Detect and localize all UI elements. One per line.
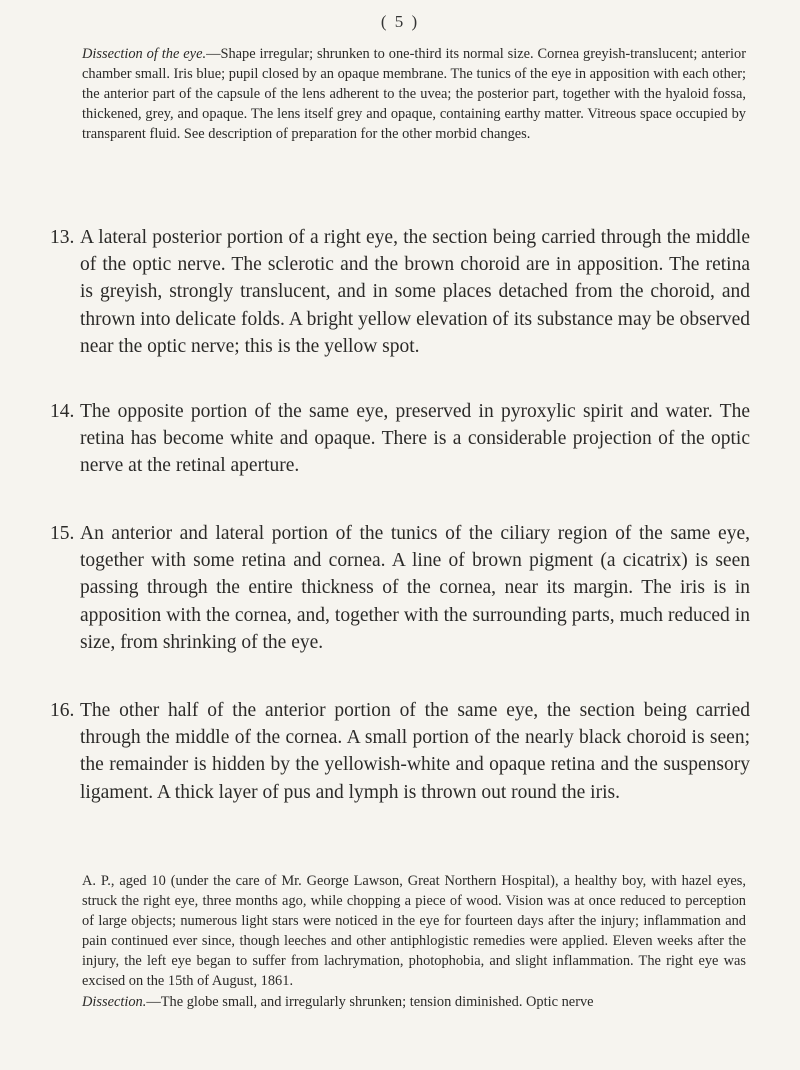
paragraph-number: 13. xyxy=(50,227,75,248)
paragraph-16 xyxy=(50,697,750,806)
paragraph-text: The opposite portion of the same eye, preserved in pyroxylic spirit and water. The retina has become white and opaque. There is a considerable projection of the optic nerve at the retinal aperture. xyxy=(80,401,750,477)
paragraph-15 xyxy=(50,520,750,656)
paragraph-14 xyxy=(50,398,750,480)
paragraph-number: 14. xyxy=(50,401,75,422)
case-dissection-text: —The globe small, and irregularly shrunken; tension diminished. Optic nerve xyxy=(146,993,594,1010)
case-dissection-label: Dissection. xyxy=(82,993,147,1010)
intro-label: Dissection of the eye. xyxy=(82,46,207,62)
paragraph-text: An anterior and lateral portion of the tunics of the ciliary region of the same eye, together with some retina and cornea. A line of brown pigment (a cicatrix) is seen passing through the entire thickness of the cornea, near its margin. The iris is in apposition with the cornea, and, together with the surrounding parts, much reduced in size, from shrinking of the eye. xyxy=(80,523,750,653)
case-report xyxy=(82,871,746,1012)
paragraph-text: A lateral posterior portion of a right eye, the section being carried through the middle of the optic nerve. The sclerotic and the brown choroid are in apposition. The retina is greyish, strongly translucent, and in some places detached from the choroid, and thrown into delicate folds. A bright yellow elevation of its substance may be observed near the optic nerve; this is the yellow spot. xyxy=(80,227,750,357)
paragraph-number: 15. xyxy=(50,523,75,544)
page-number: ( 5 ) xyxy=(380,12,420,31)
intro-paragraph xyxy=(82,44,746,144)
case-dissection xyxy=(82,992,746,1012)
intro-text: —Shape irregular; shrunken to one-third its normal size. Cornea greyish-translucent; anterior chamber small. Iris blue; pupil closed by an opaque membrane. The tunics of the eye in apposition with each other; the anterior part of the capsule of the lens adherent to the uvea; the posterior part, together with the hyaloid fossa, thickened, grey, and opaque. The lens itself grey and opaque, containing earthy matter. Vitreous space occupied by transparent fluid. See description of preparation for the other morbid changes. xyxy=(82,46,746,143)
case-history: A. P., aged 10 (under the care of Mr. George Lawson, Great Northern Hospital), a healthy boy, with hazel eyes, struck the right eye, three months ago, while chopping a piece of wood. Vision was at once reduced to perception of large objects; numerous light stars were noticed in the eye for fourteen days after the injury; inflammation and pain continued ever since, though leeches and other antiphlogistic remedies were applied. Eleven weeks after the injury, the left eye began to suffer from lachrymation, photophobia, and slight inflammation. The right eye was excised on the 15th of August, 1861. xyxy=(82,873,746,990)
paragraph-number: 16. xyxy=(50,700,75,721)
paragraph-text: The other half of the anterior portion of the same eye, the section being carried through the middle of the cornea. A small portion of the nearly black choroid is seen; the remainder is hidden by the yellowish-white and opaque retina and the suspensory ligament. A thick layer of pus and lymph is thrown out round the iris. xyxy=(80,700,750,803)
paragraph-13 xyxy=(50,224,750,360)
